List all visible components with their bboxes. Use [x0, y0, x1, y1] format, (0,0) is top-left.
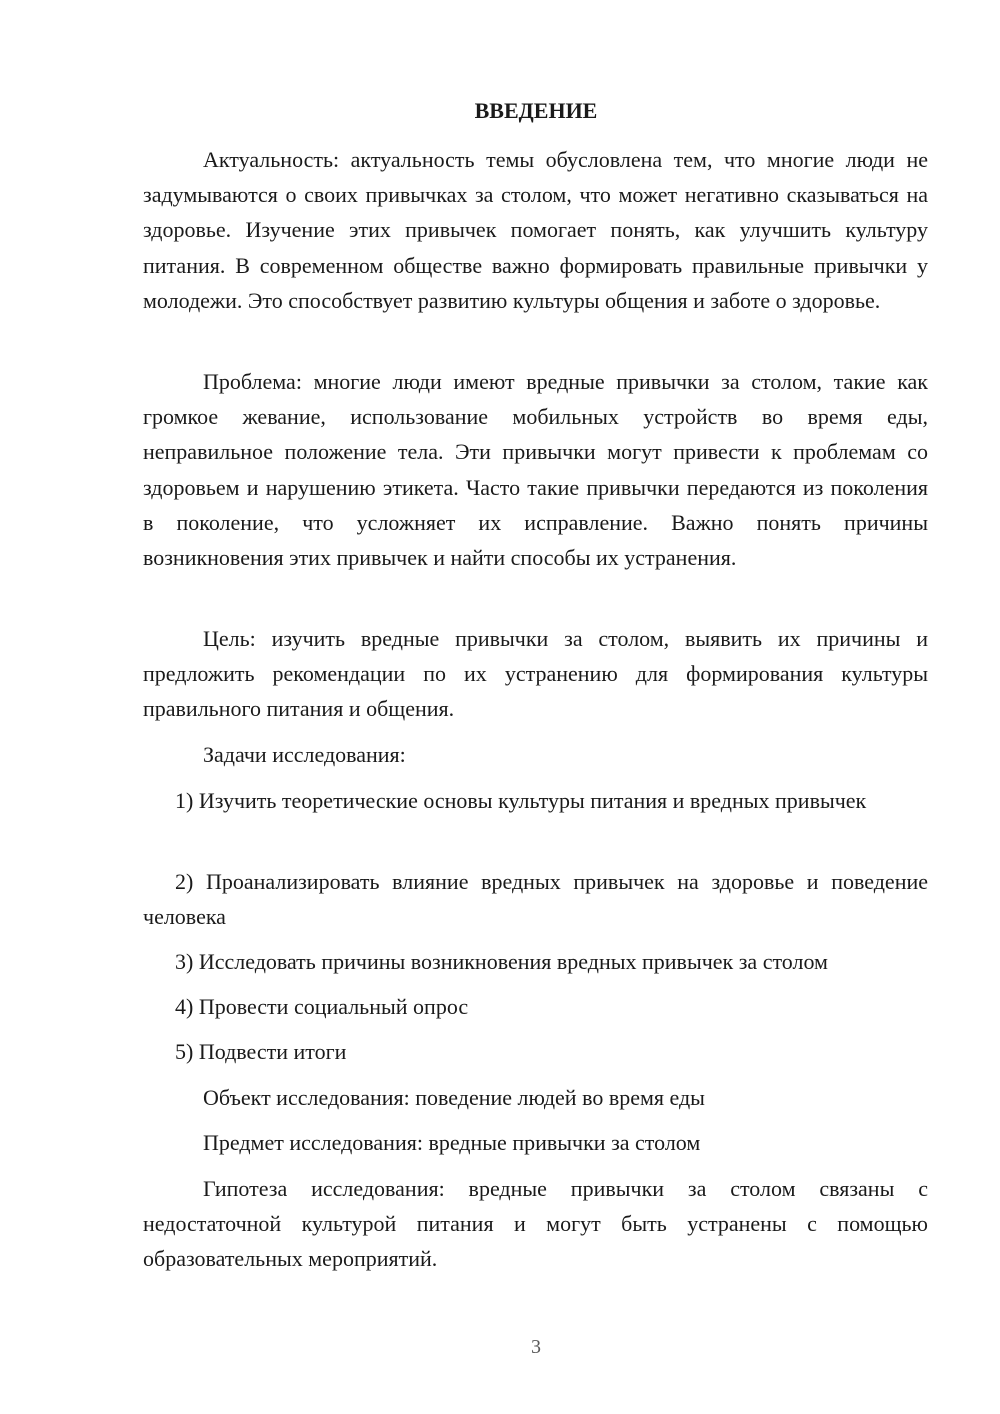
task-item-1: 1) Изучить теоретические основы культуры питания и вредных привычек	[175, 788, 867, 813]
page-title: ВВЕДЕНИЕ	[474, 98, 598, 123]
relevance-paragraph: Актуальность: актуальность темы обусловлена тем, что многие люди не задумываются о своих привычках за столом, что может негативно сказываться на здоровье. Изучение этих привычек помогает понять, как улучшить культуру питания. В современном обществе важно формировать правильные привычки у молодежи. Это способствует развитию культуры общения и заботе о здоровье.	[143, 147, 928, 313]
task-item-4: 4) Провести социальный опрос	[175, 994, 469, 1019]
object-paragraph: Объект исследования: поведение людей во время еды	[203, 1085, 705, 1110]
hypothesis-paragraph: Гипотеза исследования: вредные привычки за столом связаны с недостаточной культурой питания и могут быть устранены с помощью образовательных мероприятий.	[143, 1176, 928, 1272]
task-item-5: 5) Подвести итоги	[175, 1039, 347, 1064]
task-item-3: 3) Исследовать причины возникновения вредных привычек за столом	[175, 949, 828, 974]
problem-paragraph: Проблема: многие люди имеют вредные привычки за столом, такие как громкое жевание, использование мобильных устройств во время еды, неправильное положение тела. Эти привычки могут привести к проблемам со здоровьем и нарушению этикета. Часто такие привычки передаются из поколения в поколение, что усложняет их исправление. Важно понять причины возникновения этих привычек и найти способы их устранения.	[143, 369, 928, 571]
page-number: 3	[531, 1336, 541, 1358]
goal-paragraph: Цель: изучить вредные привычки за столом, выявить их причины и предложить рекомендации по их устранению для формирования культуры правильного питания и общения.	[143, 626, 928, 722]
task-item-2: 2) Проанализировать влияние вредных привычек на здоровье и поведение человека	[143, 869, 928, 930]
subject-paragraph: Предмет исследования: вредные привычки за столом	[203, 1130, 701, 1155]
tasks-heading: Задачи исследования:	[203, 742, 406, 767]
